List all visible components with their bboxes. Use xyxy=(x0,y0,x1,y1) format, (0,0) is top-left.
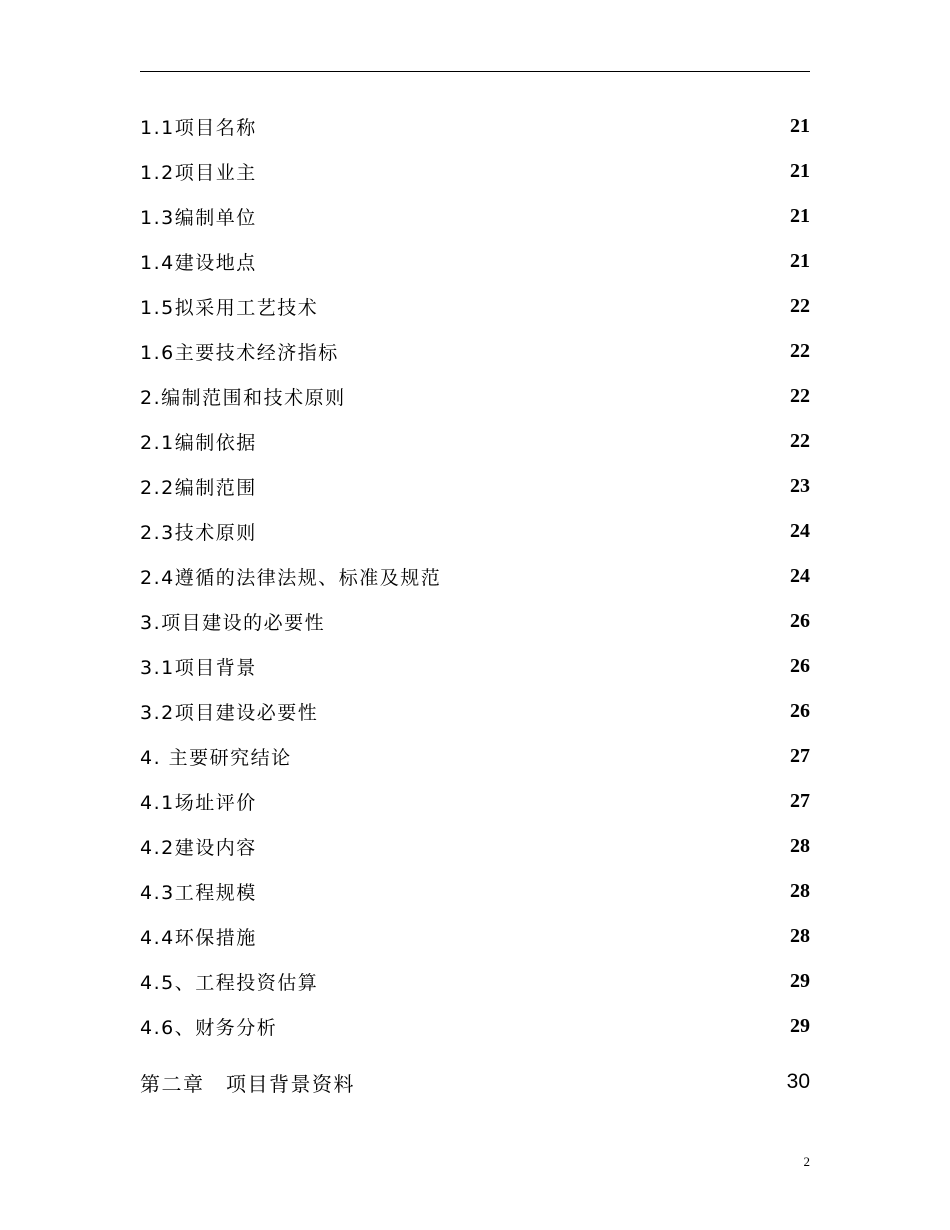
toc-entry-page: 21 xyxy=(790,160,810,182)
toc-entry-page: 21 xyxy=(790,115,810,137)
toc-entry-label: 2.1编制依据 xyxy=(140,432,257,454)
toc-entry[interactable] xyxy=(140,869,810,914)
toc-entry[interactable] xyxy=(140,734,810,779)
toc-entry-label: 4.1场址评价 xyxy=(140,792,257,814)
table-of-contents xyxy=(140,104,810,1049)
toc-entry-page: 24 xyxy=(790,565,810,587)
toc-entry-label: 1.4建设地点 xyxy=(140,252,257,274)
toc-entry-page: 23 xyxy=(790,475,810,497)
toc-entry-page: 22 xyxy=(790,340,810,362)
toc-entry[interactable] xyxy=(140,914,810,959)
toc-entry-label: 4.3工程规模 xyxy=(140,882,257,904)
toc-entry-page: 29 xyxy=(790,970,810,992)
toc-entry[interactable] xyxy=(140,959,810,1004)
toc-entry-page: 24 xyxy=(790,520,810,542)
toc-entry[interactable] xyxy=(140,689,810,734)
toc-entry-label: 2.4遵循的法律法规、标准及规范 xyxy=(140,567,442,589)
toc-entry[interactable] xyxy=(140,194,810,239)
toc-entry-label: 4.6、财务分析 xyxy=(140,1017,278,1039)
toc-entry-label: 4.5、工程投资估算 xyxy=(140,972,319,994)
toc-entry[interactable] xyxy=(140,149,810,194)
toc-entry[interactable] xyxy=(140,509,810,554)
toc-entry[interactable] xyxy=(140,1004,810,1049)
toc-chapter-page: 30 xyxy=(786,1070,810,1093)
toc-entry[interactable] xyxy=(140,599,810,644)
toc-entry-page: 21 xyxy=(790,250,810,272)
toc-entry-page: 28 xyxy=(790,925,810,947)
toc-entry-page: 27 xyxy=(790,745,810,767)
toc-entry-page: 27 xyxy=(790,790,810,812)
toc-entry-page: 26 xyxy=(790,610,810,632)
toc-entry-page: 22 xyxy=(790,385,810,407)
toc-entry[interactable] xyxy=(140,644,810,689)
toc-entry-label: 2.3技术原则 xyxy=(140,522,257,544)
toc-entry[interactable] xyxy=(140,779,810,824)
toc-entry[interactable] xyxy=(140,374,810,419)
toc-entry-label: 1.2项目业主 xyxy=(140,162,257,184)
toc-entry-label: 4. 主要研究结论 xyxy=(140,747,292,769)
toc-entry[interactable] xyxy=(140,239,810,284)
toc-entry[interactable] xyxy=(140,329,810,374)
toc-entry-page: 28 xyxy=(790,880,810,902)
toc-entry[interactable] xyxy=(140,824,810,869)
toc-entry-page: 29 xyxy=(790,1015,810,1037)
toc-entry-label: 3.2项目建设必要性 xyxy=(140,702,319,724)
toc-entry-label: 1.1项目名称 xyxy=(140,117,257,139)
toc-chapter-entry[interactable] xyxy=(140,1062,810,1102)
toc-entry-page: 26 xyxy=(790,655,810,677)
header-rule xyxy=(140,71,810,72)
toc-entry-label: 3.1项目背景 xyxy=(140,657,257,679)
toc-entry-label: 1.5拟采用工艺技术 xyxy=(140,297,319,319)
toc-entry-label: 2.2编制范围 xyxy=(140,477,257,499)
toc-entry-page: 21 xyxy=(790,205,810,227)
toc-entry[interactable] xyxy=(140,284,810,329)
page-number: 2 xyxy=(803,1154,810,1169)
toc-entry-page: 26 xyxy=(790,700,810,722)
toc-entry-label: 1.3编制单位 xyxy=(140,207,257,229)
toc-entry-page: 22 xyxy=(790,295,810,317)
toc-entry-label: 1.6主要技术经济指标 xyxy=(140,342,339,364)
toc-chapter-label: 第二章 项目背景资料 xyxy=(140,1071,355,1096)
toc-entry[interactable] xyxy=(140,554,810,599)
toc-entry-label: 4.4环保措施 xyxy=(140,927,257,949)
toc-entry[interactable] xyxy=(140,104,810,149)
toc-entry[interactable] xyxy=(140,419,810,464)
toc-entry[interactable] xyxy=(140,464,810,509)
toc-entry-label: 2.编制范围和技术原则 xyxy=(140,387,346,409)
toc-entry-page: 28 xyxy=(790,835,810,857)
toc-entry-label: 4.2建设内容 xyxy=(140,837,257,859)
toc-entry-label: 3.项目建设的必要性 xyxy=(140,612,326,634)
toc-entry-page: 22 xyxy=(790,430,810,452)
